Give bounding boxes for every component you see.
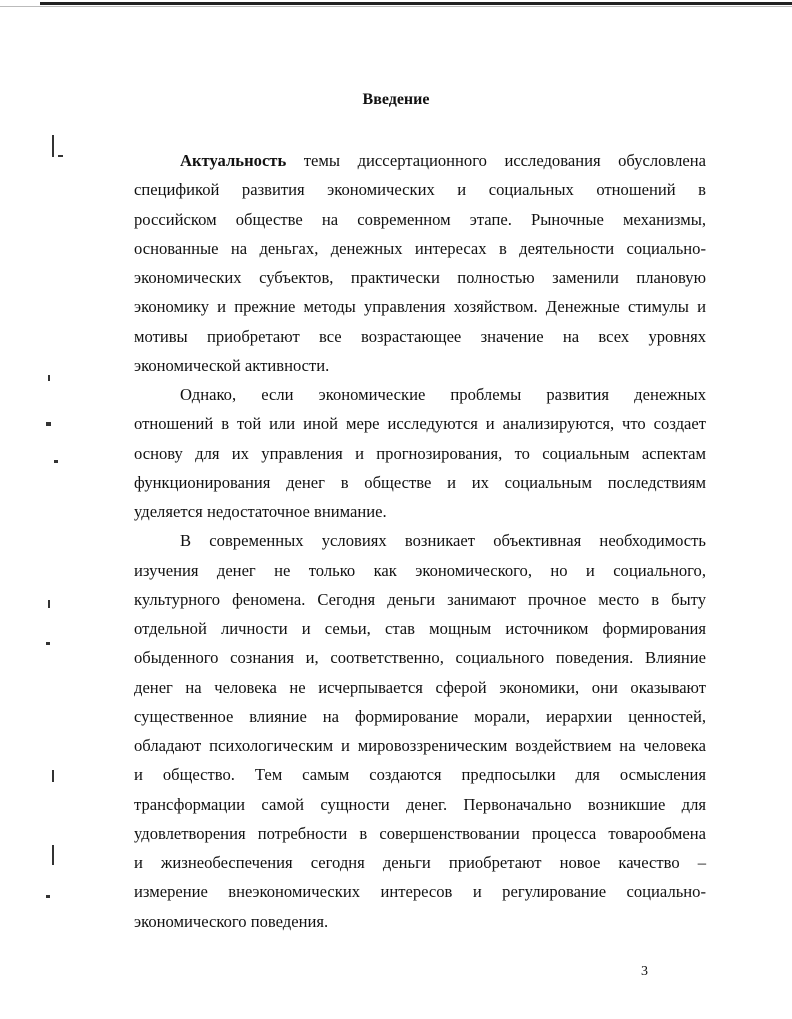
- paragraph: [134, 380, 706, 526]
- line-text: темы диссертационного исследования обусловлена: [286, 151, 706, 170]
- text-line: [134, 409, 706, 438]
- text-line: [134, 205, 706, 234]
- line-text: основу для их управления и прогнозирования, то социальным аспектам: [134, 443, 706, 463]
- scan-artifact: [46, 422, 51, 426]
- text-line: [134, 819, 706, 848]
- line-text: российском обществе на современном этапе. Рыночные механизмы,: [134, 209, 706, 229]
- line-text: культурного феномена. Сегодня деньги занимают прочное место в быту: [134, 589, 706, 609]
- line-text: изучения денег не только как экономического, но и социального,: [134, 560, 706, 580]
- scan-top-border: [40, 2, 792, 5]
- text-line: [134, 497, 706, 526]
- line-text: и общество. Тем самым создаются предпосылки для осмысления: [134, 765, 706, 785]
- line-text: В современных условиях возникает объективная необходимость: [180, 531, 706, 551]
- line-text: денег на человека не исчерпывается сферой экономики, они оказывают: [134, 677, 706, 697]
- section-title: Введение: [362, 91, 430, 108]
- text-line: [134, 175, 706, 204]
- scan-artifact: [58, 155, 63, 157]
- page-number: 3: [641, 964, 648, 979]
- text-line: [134, 643, 706, 672]
- text-line: [134, 292, 706, 321]
- line-text: Однако, если экономические проблемы развития денежных: [180, 385, 706, 404]
- document-body: [134, 146, 706, 936]
- line-text: экономической активности.: [134, 355, 330, 375]
- lead-term: Актуальность: [180, 151, 287, 170]
- line-text: уделяется недостаточное внимание.: [134, 502, 387, 521]
- text-line: [134, 790, 706, 819]
- line-text: трансформации самой сущности денег. Первоначально возникшие для: [134, 794, 706, 814]
- line-text: обладают психологическим и мировоззреническим воздействием на человека: [134, 736, 706, 755]
- text-line: [134, 234, 706, 263]
- paragraph: [134, 146, 706, 380]
- text-line: [134, 146, 706, 175]
- line-text: экономического поведения.: [134, 911, 329, 931]
- line-text: основанные на деньгах, денежных интересах в деятельности социально-: [134, 238, 706, 258]
- scan-artifact: [52, 770, 54, 782]
- text-line: [134, 877, 706, 906]
- scan-artifact: [54, 460, 58, 463]
- line-text: отдельной личности и семьи, став мощным источником формирования: [134, 619, 706, 638]
- line-text: существенное влияние на формирование морали, иерархии ценностей,: [134, 706, 706, 726]
- text-line: [134, 468, 706, 497]
- text-line: [134, 702, 706, 731]
- text-line: [134, 351, 706, 380]
- text-line: [134, 556, 706, 585]
- text-line: [134, 263, 706, 292]
- line-text: отношений в той или иной мере исследуются и анализируются, что создает: [134, 414, 706, 434]
- text-line: [134, 322, 706, 351]
- scan-artifact: [46, 895, 50, 898]
- text-line: [134, 439, 706, 468]
- scan-artifact: [52, 845, 54, 865]
- text-line: [134, 848, 706, 877]
- scan-top-edge: [0, 6, 792, 7]
- text-line: [134, 673, 706, 702]
- line-text: экономических субъектов, практически полностью заменили плановую: [134, 268, 706, 287]
- line-text: мотивы приобретают все возрастающее значение на всех уровнях: [134, 326, 706, 346]
- scan-artifact: [46, 642, 50, 645]
- text-line: [134, 760, 706, 789]
- scan-artifact: [52, 135, 54, 157]
- line-text: функционирования денег в обществе и их социальным последствиям: [134, 472, 706, 492]
- scan-artifact: [48, 375, 50, 381]
- text-line: [134, 614, 706, 643]
- scan-artifact: [48, 600, 50, 608]
- text-line: [134, 380, 706, 409]
- text-line: [134, 526, 706, 555]
- paragraph: [134, 526, 706, 936]
- line-text: экономику и прежние методы управления хозяйством. Денежные стимулы и: [134, 297, 706, 317]
- line-text: и жизнеобеспечения сегодня деньги приобретают новое качество –: [134, 853, 706, 872]
- line-text: удовлетворения потребности в совершенствовании процесса товарообмена: [134, 823, 706, 843]
- text-line: [134, 907, 706, 936]
- text-line: [134, 585, 706, 614]
- text-line: [134, 731, 706, 760]
- line-text: измерение внеэкономических интересов и регулирование социально-: [134, 882, 706, 902]
- line-text: обыденного сознания и, соответственно, социального поведения. Влияние: [134, 648, 706, 668]
- line-text: спецификой развития экономических и социальных отношений в: [134, 180, 706, 200]
